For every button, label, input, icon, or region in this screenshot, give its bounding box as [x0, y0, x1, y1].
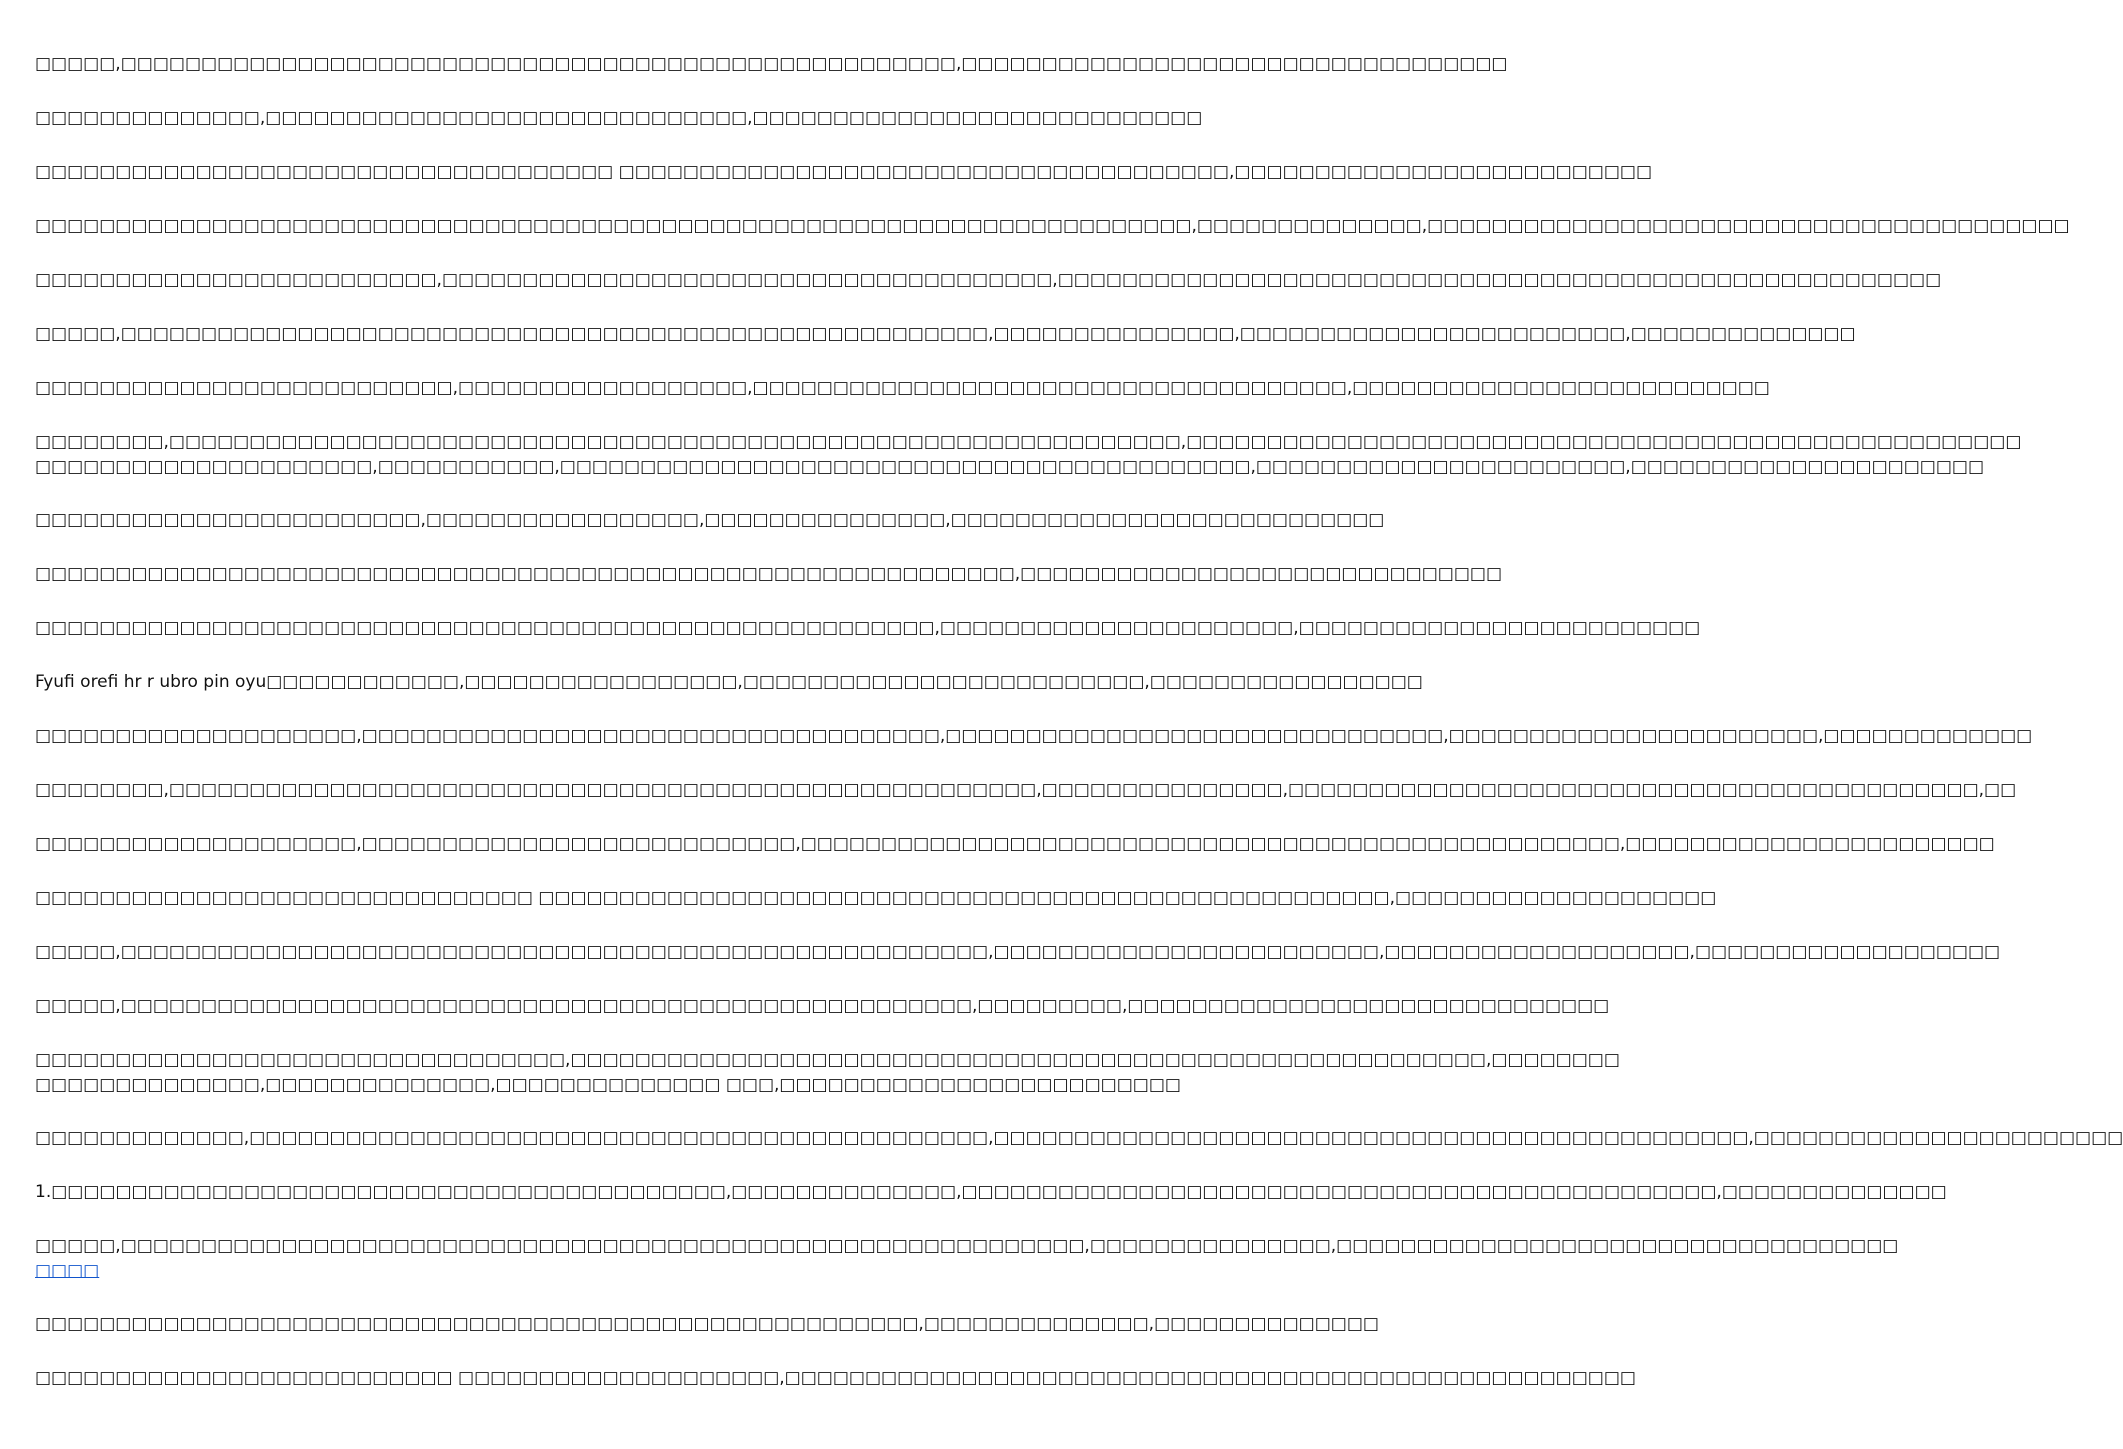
- paragraph-line: □□□□□,□□□□□□□□□□□□□□□□□□□□□□□□□□□□□□□□□□□□□□□□□□□□□□□□□□□□,□□□□□□□□□□□□□□□□□□□□□□□□□□□□□□□□□□: [35, 54, 1508, 74]
- paragraph: [35, 268, 1942, 293]
- paragraph: [35, 670, 1423, 695]
- paragraph-line: □□□□□□□□□□□□□□□□□□□□□□□□□□□□□□□□□□□□ □□□□□□□□□□□□□□□□□□□□□□□□□□□□□□□□□□□□□□,□□□□□□□□□□□□□□□□□□□□□□□□□□: [35, 162, 1653, 182]
- inline-link[interactable]: □□□□: [35, 1261, 100, 1281]
- paragraph: [35, 724, 2033, 749]
- paragraph-line: □□□□□□□□□□□□□□,□□□□□□□□□□□□□□□□□□□□□□□□□□□□□□,□□□□□□□□□□□□□□□□□□□□□□□□□□□□: [35, 108, 1203, 128]
- paragraph: [35, 832, 1995, 857]
- paragraph: [35, 214, 2070, 239]
- paragraph: [35, 1312, 1379, 1337]
- paragraph: [35, 160, 1653, 185]
- paragraph: [35, 106, 1203, 131]
- paragraph-line: □□□□□□□□□□□□□□□□□□□□,□□□□□□□□□□□□□□□□□□□□□□□□□□□□□□□□□□□□,□□□□□□□□□□□□□□□□□□□□□□□□□□□□□□□,□□□□□□□□□□□□□□□□□□□□□□□,□□□□□□□□□□□□□: [35, 726, 2033, 746]
- paragraph-line: □□□□□□□□□□□□□□,□□□□□□□□□□□□□□,□□□□□□□□□□□□□□ □□□,□□□□□□□□□□□□□□□□□□□□□□□□□: [35, 1075, 1181, 1095]
- paragraph: [35, 52, 1508, 77]
- paragraph-line: □□□□□□□□,□□□□□□□□□□□□□□□□□□□□□□□□□□□□□□□□□□□□□□□□□□□□□□□□□□□□□□□□□□□□□□□,□□□□□□□□□□□□□□□□□□□□□□□□□□□□□□□□□□□□□□□□□□□□□□□□□□□□: [35, 432, 2022, 452]
- paragraph: [35, 1366, 1636, 1391]
- paragraph: [35, 1126, 2123, 1151]
- paragraph-line: □□□□□□□□,□□□□□□□□□□□□□□□□□□□□□□□□□□□□□□□□□□□□□□□□□□□□□□□□□□□□□□,□□□□□□□□□□□□□□□,□□□□□□□□□□□□□□□□□□□□□□□□□□□□□□□□□□□□□□□□□□□,□□: [35, 780, 2017, 800]
- paragraph: [35, 616, 1701, 641]
- paragraph: [35, 562, 1503, 587]
- paragraph-line: □□□□□□□□□□□□□□□□□□□□□□□□□□□□□□□□□□□□□□□□□□□□□□□□□□□□□□□□,□□□□□□□□□□□□□□□□□□□□□□,□□□□□□□□□□□□□□□□□□□□□□□□□: [35, 618, 1701, 638]
- paragraph-line: □□□□□□□□□□□□□□□□□□□□□□□□□,□□□□□□□□□□□□□□□□□□□□□□□□□□□□□□□□□□□□□□,□□□□□□□□□□□□□□□□□□□□□□□□□□□□□□□□□□□□□□□□□□□□□□□□□□□□□□□: [35, 270, 1942, 290]
- paragraph: [35, 940, 2001, 965]
- paragraph: [35, 430, 2022, 480]
- paragraph-line: Fyufi orefi hr r ubro pin oyu□□□□□□□□□□□□,□□□□□□□□□□□□□□□□□,□□□□□□□□□□□□□□□□□□□□□□□□□,□□□□□□□□□□□□□□□□□: [35, 672, 1423, 692]
- paragraph: [35, 1234, 1899, 1284]
- paragraph-line: □□□□□,□□□□□□□□□□□□□□□□□□□□□□□□□□□□□□□□□□□□□□□□□□□□□□□□□□□□□,□□□□□□□□□,□□□□□□□□□□□□□□□□□□□□□□□□□□□□□□: [35, 996, 1610, 1016]
- article-body: [35, 52, 2123, 1420]
- paragraph: [35, 778, 2017, 803]
- paragraph-line: □□□□□□□□□□□□□□□□□□□□□□□□□□,□□□□□□□□□□□□□□□□□□,□□□□□□□□□□□□□□□□□□□□□□□□□□□□□□□□□□□□□,□□□□□□□□□□□□□□□□□□□□□□□□□□: [35, 378, 1770, 398]
- paragraph-line: □□□□□□□□□□□□□□□□□□□□,□□□□□□□□□□□□□□□□□□□□□□□□□□□,□□□□□□□□□□□□□□□□□□□□□□□□□□□□□□□□□□□□□□□□□□□□□□□□□□□,□□□□□□□□□□□□□□□□□□□□□□□: [35, 834, 1995, 854]
- paragraph: [35, 508, 1385, 533]
- paragraph-line: □□□□□□□□□□□□□□□□□□□□□□□□,□□□□□□□□□□□□□□□□□,□□□□□□□□□□□□□□□,□□□□□□□□□□□□□□□□□□□□□□□□□□□: [35, 510, 1385, 530]
- paragraph-line: □□□□□□□□□□□□□,□□□□□□□□□□□□□□□□□□□□□□□□□□□□□□□□□□□□□□□□□□□□□□,□□□□□□□□□□□□□□□□□□□□□□□□□□□□□□□□□□□□□□□□□□□□□□□,□□□□□□□□□□□□□□□□□□□□□□□: [35, 1128, 2123, 1148]
- paragraph: [35, 376, 1770, 401]
- paragraph: [35, 1048, 1620, 1098]
- paragraph: [35, 886, 1717, 911]
- paragraph-line: □□□□□□□□□□□□□□□□□□□□□□□□□□□□□□□□□□□□□□□□□□□□□□□□□□□□□□□,□□□□□□□□□□□□□□,□□□□□□□□□□□□□□: [35, 1314, 1379, 1334]
- paragraph-line: □□□□□□□□□□□□□□□□□□□□□□□□□□□□□□□□□□□□□□□□□□□□□□□□□□□□□□□□□□□□□,□□□□□□□□□□□□□□□□□□□□□□□□□□□□□□: [35, 564, 1503, 584]
- paragraph: [35, 322, 1856, 347]
- paragraph-line: □□□□□,□□□□□□□□□□□□□□□□□□□□□□□□□□□□□□□□□□□□□□□□□□□□□□□□□□□□□□,□□□□□□□□□□□□□□□,□□□□□□□□□□□□□□□□□□□□□□□□,□□□□□□□□□□□□□□: [35, 324, 1856, 344]
- paragraph-line: □□□□□□□□□□□□□□□□□□□□□□□□□□□□□□□□□□□□□□□□□□□□□□□□□□□□□□□□□□□□□□□□□□□□□□□□,□□□□□□□□□□□□□□,□□□□□□□□□□□□□□□□□□□□□□□□□□□□□□□□□□□□□□□□: [35, 216, 2070, 236]
- paragraph-line: □□□□□□□□□□□□□□□□□□□□□□□□□□ □□□□□□□□□□□□□□□□□□□□,□□□□□□□□□□□□□□□□□□□□□□□□□□□□□□□□□□□□□□□□□□□□□□□□□□□□□: [35, 1368, 1636, 1388]
- paragraph-line: □□□□□□□□□□□□□□□□□□□□□,□□□□□□□□□□□,□□□□□□□□□□□□□□□□□□□□□□□□□□□□□□□□□□□□□□□□□□□,□□□□□□□□□□□□□□□□□□□□□□□,□□□□□□□□□□□□□□□□□□□□□□: [35, 457, 1985, 477]
- paragraph-line: □□□□□□□□□□□□□□□□□□□□□□□□□□□□□□□ □□□□□□□□□□□□□□□□□□□□□□□□□□□□□□□□□□□□□□□□□□□□□□□□□□□□□,□□□□□□□□□□□□□□□□□□□□: [35, 888, 1717, 908]
- paragraph: [35, 1180, 1947, 1205]
- paragraph-line: [35, 1259, 990, 1284]
- paragraph: [35, 994, 1610, 1019]
- paragraph-line: □□□□□,□□□□□□□□□□□□□□□□□□□□□□□□□□□□□□□□□□□□□□□□□□□□□□□□□□□□□□,□□□□□□□□□□□□□□□□□□□□□□□□,□□□□□□□□□□□□□□□□□□□,□□□□□□□□□□□□□□□□□□□: [35, 942, 2001, 962]
- paragraph-line: 1.□□□□□□□□□□□□□□□□□□□□□□□□□□□□□□□□□□□□□□□□□□,□□□□□□□□□□□□□□,□□□□□□□□□□□□□□□□□□□□□□□□□□□□□□□□□□□□□□□□□□□□□□□,□□□□□□□□□□□□□□: [35, 1182, 1947, 1202]
- paragraph-line: □□□□□,□□□□□□□□□□□□□□□□□□□□□□□□□□□□□□□□□□□□□□□□□□□□□□□□□□□□□□□□□□□□,□□□□□□□□□□□□□□□,□□□□□□□□□□□□□□□□□□□□□□□□□□□□□□□□□□□: [35, 1236, 1899, 1256]
- paragraph-line: □□□□□□□□□□□□□□□□□□□□□□□□□□□□□□□□□,□□□□□□□□□□□□□□□□□□□□□□□□□□□□□□□□□□□□□□□□□□□□□□□□□□□□□□□□□,□□□□□□□□: [35, 1050, 1620, 1070]
